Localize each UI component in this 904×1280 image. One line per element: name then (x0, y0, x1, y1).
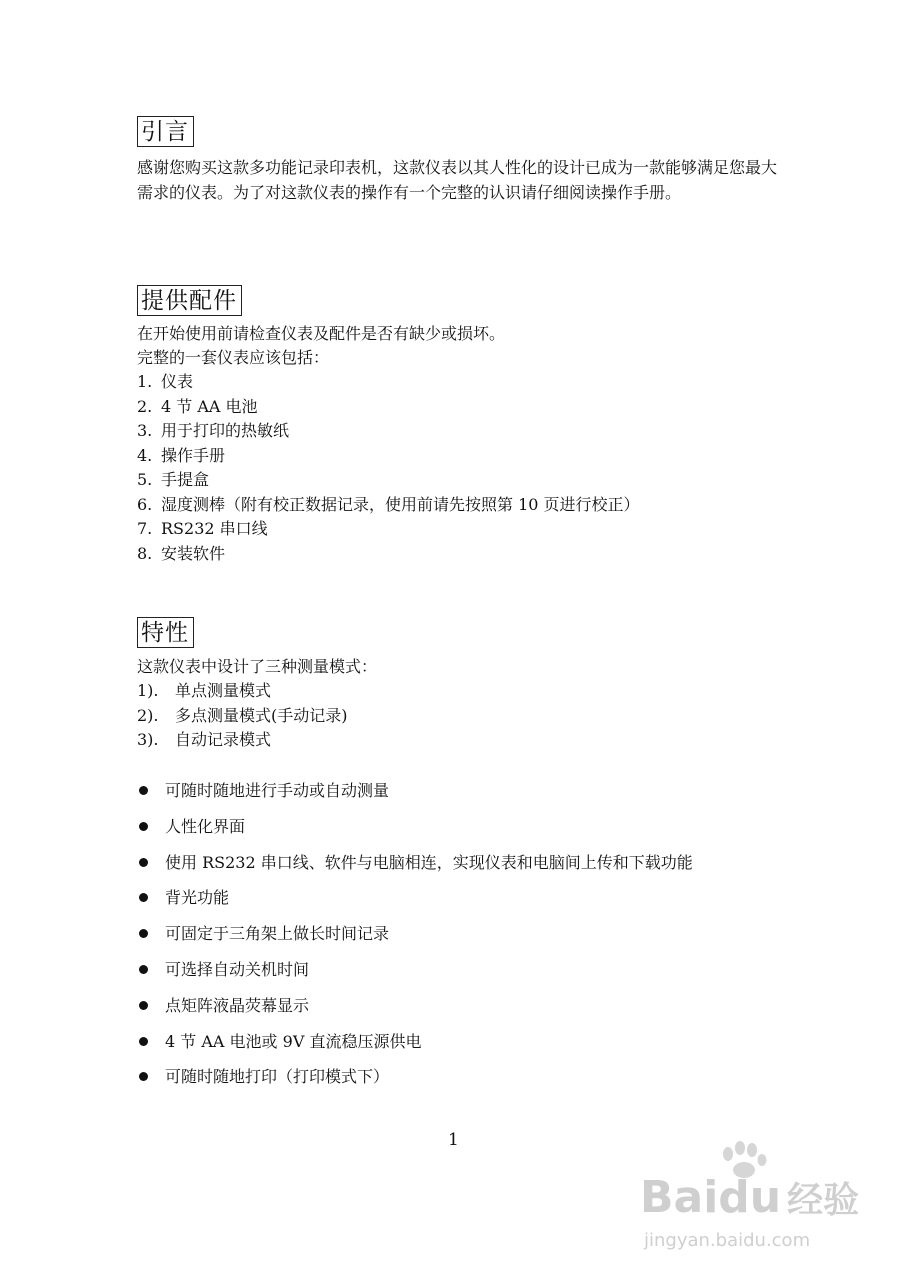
bullet-icon (139, 965, 148, 974)
list-item-text: 点矩阵液晶荧幕显示 (165, 995, 310, 1015)
list-item (137, 517, 640, 542)
accessories-check-text: 在开始使用前请检查仪表及配件是否有缺少或损坏。 (137, 324, 506, 343)
bullet-icon (139, 893, 148, 902)
list-item-number: 2. (137, 396, 153, 416)
list-item (137, 542, 640, 567)
list-item-number: 8. (137, 543, 153, 563)
features-intro-text: 这款仪表中设计了三种测量模式： (137, 657, 378, 676)
list-item-text: 安装软件 (161, 543, 226, 563)
bullet-icon (139, 786, 148, 795)
bullet-icon (139, 1001, 148, 1010)
list-item (137, 444, 640, 469)
list-item-text: 自动记录模式 (175, 730, 272, 749)
list-item (137, 370, 640, 395)
list-item-text: 4 节 AA 电池或 9V 直流稳压源供电 (165, 1031, 422, 1051)
list-item (137, 468, 640, 493)
list-item-text: 多点测量模式(手动记录) (175, 705, 348, 725)
list-item-text: 人性化界面 (165, 816, 246, 836)
list-item-text: 可随时随地打印（打印模式下） (165, 1067, 390, 1087)
list-item-number: 3). (137, 730, 159, 749)
list-item (137, 923, 693, 959)
section-title-intro: 引言 (137, 116, 194, 147)
list-item-text: 可固定于三角架上做长时间记录 (165, 924, 390, 944)
list-item-number: 1. (137, 372, 153, 391)
list-item-text: 湿度测棒（附有校正数据记录，使用前请先按照第 10 页进行校正） (161, 494, 640, 514)
section-title-accessories: 提供配件 (137, 285, 242, 316)
bullet-icon (139, 822, 148, 831)
list-item-number: 6. (137, 494, 153, 514)
bullet-icon (139, 1072, 148, 1081)
list-item (137, 995, 693, 1031)
watermark-url: jingyan.baidu.com (644, 1230, 811, 1251)
bullet-icon (139, 858, 148, 867)
page-number: 1 (448, 1130, 459, 1150)
list-item-text: 单点测量模式 (175, 681, 272, 700)
list-item (137, 852, 693, 888)
list-item (137, 1031, 693, 1067)
list-item-number: 3. (137, 421, 153, 440)
list-item (137, 780, 693, 816)
watermark-brand: Baidu 经验 (640, 1172, 860, 1223)
list-item-number: 4. (137, 445, 153, 465)
list-item-number: 2). (137, 705, 159, 725)
measurement-modes-list (137, 679, 348, 753)
list-item-text: 背光功能 (165, 888, 230, 908)
bullet-icon (139, 929, 148, 938)
accessories-contents-text: 完整的一套仪表应该包括： (137, 348, 330, 367)
list-item (137, 704, 348, 729)
list-item (137, 728, 348, 753)
list-item-text: 手提盒 (161, 470, 210, 489)
list-item-text: 操作手册 (161, 445, 226, 465)
list-item (137, 493, 640, 518)
section-title-features: 特性 (137, 617, 194, 648)
list-item-text: 使用 RS232 串口线、软件与电脑相连，实现仪表和电脑间上传和下载功能 (165, 852, 693, 872)
list-item (137, 395, 640, 420)
list-item-text: 仪表 (161, 372, 194, 391)
intro-paragraph: 感谢您购买这款多功能记录印表机，这款仪表以其人性化的设计已成为一款能够满足您最大需求的仪表。为了对这款仪表的操作有一个完整的认识请仔细阅读操作手册。 (137, 158, 778, 202)
list-item-number: 7. (137, 519, 153, 538)
list-item (137, 1066, 693, 1102)
accessories-list (137, 370, 640, 566)
list-item-number: 5. (137, 470, 153, 489)
list-item-text: 用于打印的热敏纸 (161, 421, 290, 440)
features-bullet-list (137, 780, 693, 1102)
list-item-text: 可选择自动关机时间 (165, 959, 310, 979)
list-item-text: 可随时随地进行手动或自动测量 (165, 781, 390, 800)
list-item (137, 887, 693, 923)
bullet-icon (139, 1037, 148, 1046)
list-item (137, 959, 693, 995)
baidu-jingyan-watermark (640, 1140, 870, 1260)
list-item-number: 1). (137, 681, 159, 700)
list-item (137, 816, 693, 852)
list-item-text: 4 节 AA 电池 (161, 396, 258, 416)
list-item (137, 679, 348, 704)
list-item (137, 419, 640, 444)
list-item-text: RS232 串口线 (161, 519, 268, 538)
